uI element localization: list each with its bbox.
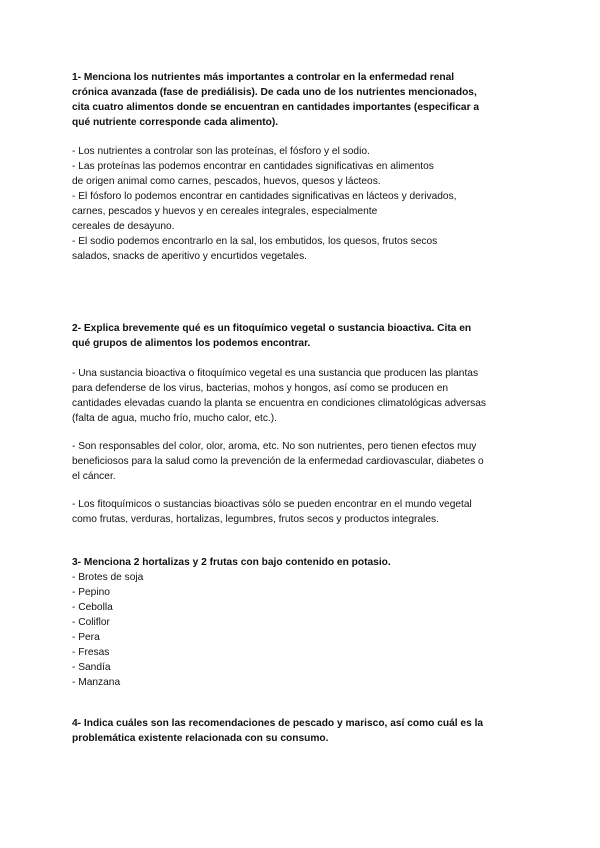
list-item: - Pera xyxy=(72,632,100,643)
question-2-title-line: qué grupos de alimentos los podemos encontrar. xyxy=(72,338,311,349)
question-2-paragraph-2 xyxy=(72,439,532,484)
list-item: - Manzana xyxy=(72,677,121,688)
question-2-title xyxy=(72,321,532,351)
question-4-title-line: 4- Indica cuáles son las recomendaciones de pescado y marisco, así como cuál es la xyxy=(72,718,484,729)
answer-line: cantidades elevadas cuando la planta se encuentra en condiciones climatológicas adversas xyxy=(72,398,486,409)
list-item: - Sandía xyxy=(72,662,111,673)
question-3-list xyxy=(72,570,532,690)
list-item: - Cebolla xyxy=(72,602,113,613)
question-1-title-line: 1- Menciona los nutrientes más importantes a controlar en la enfermedad renal xyxy=(72,72,455,83)
answer-line: beneficiosos para la salud como la prevención de la enfermedad cardiovascular, diabetes o xyxy=(72,456,484,467)
answer-line: para defenderse de los virus, bacterias, mohos y hongos, así como se producen en xyxy=(72,383,449,394)
list-item: - Pepino xyxy=(72,587,110,598)
answer-line: - Las proteínas las podemos encontrar en cantidades significativas en alimentos xyxy=(72,161,434,172)
question-1-title-line: cita cuatro alimentos donde se encuentran en cantidades importantes (especificar a xyxy=(72,102,480,113)
answer-line: - Son responsables del color, olor, aroma, etc. No son nutrientes, pero tienen efectos muy xyxy=(72,441,477,452)
answer-line: - El fósforo lo podemos encontrar en cantidades significativas en lácteos y derivados, xyxy=(72,191,457,202)
answer-line: como frutas, verduras, hortalizas, legumbres, frutos secos y productos integrales. xyxy=(72,514,439,525)
answer-line: el cáncer. xyxy=(72,471,116,482)
question-1-title-line: qué nutriente corresponde cada alimento). xyxy=(72,117,279,128)
answer-line: - Una sustancia bioactiva o fitoquímico vegetal es una sustancia que producen las plantas xyxy=(72,368,479,379)
answer-line: de origen animal como carnes, pescados, huevos, quesos y lácteos. xyxy=(72,176,381,187)
answer-line: - El sodio podemos encontrarlo en la sal, los embutidos, los quesos, frutos secos xyxy=(72,236,438,247)
question-4-title xyxy=(72,716,532,746)
question-1-title xyxy=(72,70,532,130)
list-item: - Coliflor xyxy=(72,617,110,628)
question-2-paragraph-3 xyxy=(72,497,532,527)
answer-line: carnes, pescados y huevos y en cereales integrales, especialmente xyxy=(72,206,378,217)
question-2-paragraph-1 xyxy=(72,366,532,426)
list-item: - Fresas xyxy=(72,647,110,658)
question-1-answer xyxy=(72,144,532,264)
answer-line: - Los nutrientes a controlar son las proteínas, el fósforo y el sodio. xyxy=(72,146,370,157)
question-4-title-line: problemática existente relacionada con su consumo. xyxy=(72,733,329,744)
question-2-title-line: 2- Explica brevemente qué es un fitoquímico vegetal o sustancia bioactiva. Cita en xyxy=(72,323,472,334)
answer-line: (falta de agua, mucho frío, mucho calor, etc.). xyxy=(72,413,277,424)
list-item: - Brotes de soja xyxy=(72,572,144,583)
answer-line: salados, snacks de aperitivo y encurtidos vegetales. xyxy=(72,251,308,262)
answer-line: cereales de desayuno. xyxy=(72,221,175,232)
question-3-title-line: 3- Menciona 2 hortalizas y 2 frutas con bajo contenido en potasio. xyxy=(72,557,391,568)
question-3-title xyxy=(72,555,532,570)
question-1-title-line: crónica avanzada (fase de prediálisis). De cada uno de los nutrientes mencionados, xyxy=(72,87,477,98)
answer-line: - Los fitoquímicos o sustancias bioactivas sólo se pueden encontrar en el mundo vegetal xyxy=(72,499,472,510)
